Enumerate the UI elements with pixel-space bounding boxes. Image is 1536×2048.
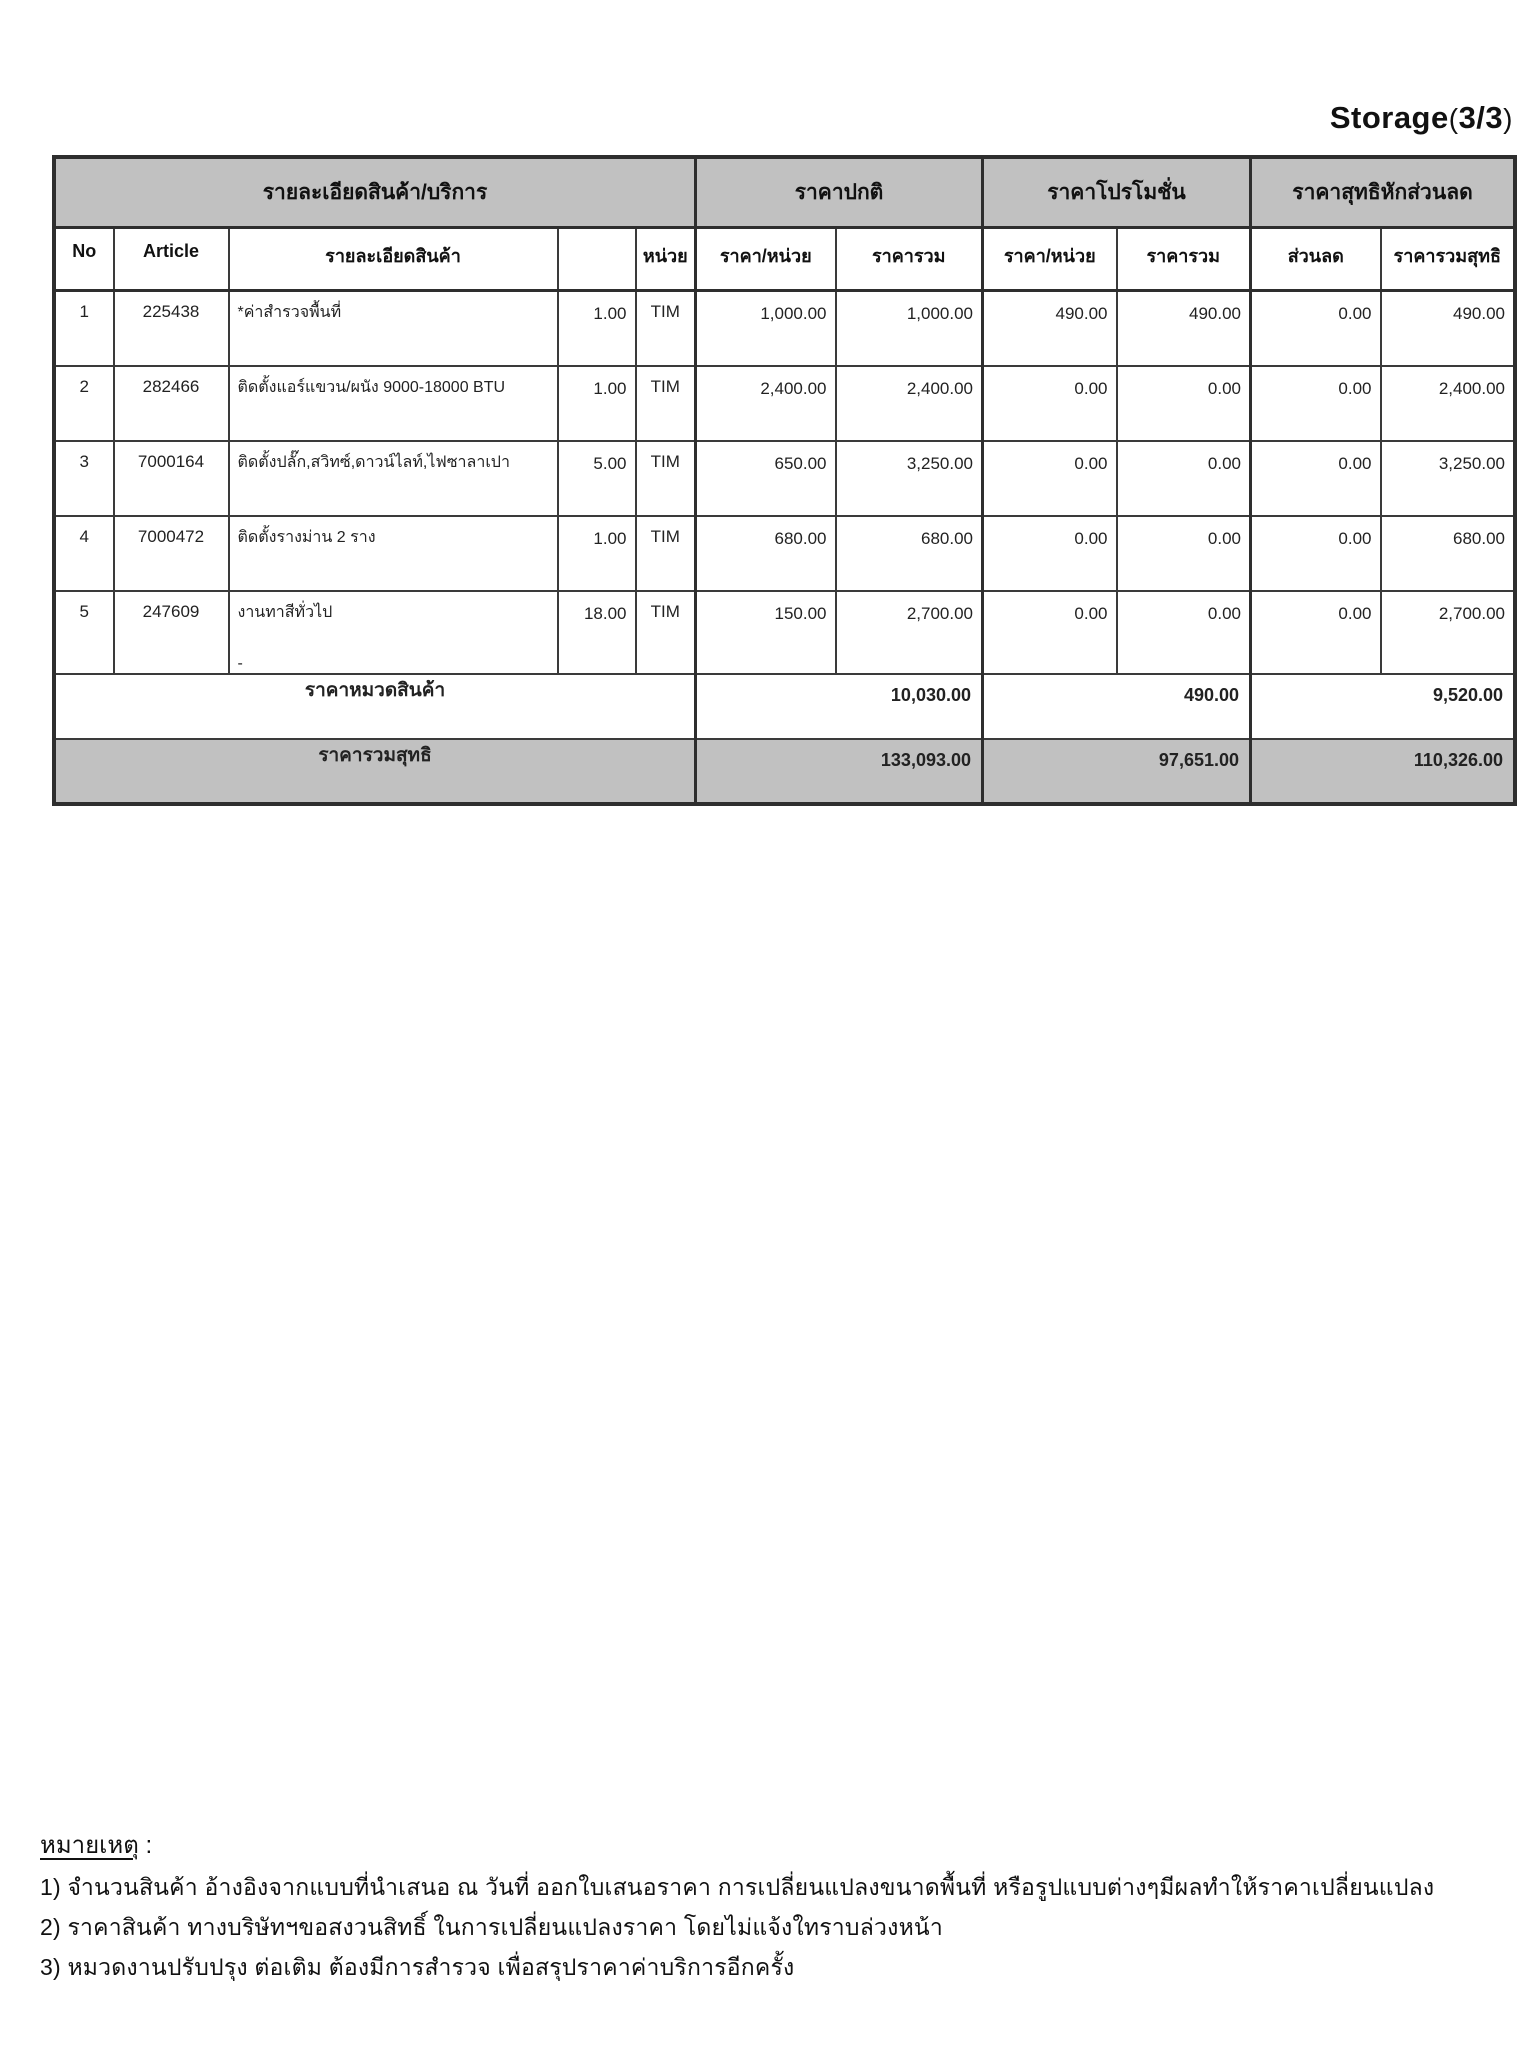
cell-net-total: 680.00: [1381, 516, 1515, 591]
col-header-normal-unit-price: ราคา/หน่วย: [696, 228, 836, 291]
cell-qty: 1.00: [558, 291, 636, 366]
cell-promo-unit-price: 0.00: [983, 366, 1117, 441]
group-header-net-price: ราคาสุทธิหักส่วนลด: [1251, 158, 1515, 228]
cell-normal-unit-price: 150.00: [696, 591, 836, 674]
cell-unit: TIM: [636, 291, 696, 366]
cell-unit: TIM: [636, 516, 696, 591]
cell-normal-unit-price: 680.00: [696, 516, 836, 591]
cell-normal-total: 1,000.00: [836, 291, 983, 366]
notes-heading: [40, 1834, 1520, 1858]
cell-promo-unit-price: 490.00: [983, 291, 1117, 366]
cell-discount: 0.00: [1251, 441, 1381, 516]
table-row: [55, 441, 1515, 516]
cell-no: 3: [55, 441, 114, 516]
cell-promo-unit-price: 0.00: [983, 591, 1117, 674]
quotation-table: [53, 156, 1516, 805]
category-total-net: 9,520.00: [1251, 674, 1515, 739]
cell-no: 4: [55, 516, 114, 591]
cell-promo-total: 0.00: [1117, 591, 1251, 674]
col-header-normal-total: ราคารวม: [836, 228, 983, 291]
cell-description: [229, 366, 558, 441]
col-header-discount: ส่วนลด: [1251, 228, 1381, 291]
cell-article: 282466: [114, 366, 229, 441]
description-line2: -: [237, 654, 243, 672]
category-total-label: ราคาหมวดสินค้า: [55, 674, 696, 739]
table-row: [55, 516, 1515, 591]
note-item-1: 1) จำนวนสินค้า อ้างอิงจากแบบที่นำเสนอ ณ วันที่ ออกใบเสนอราคา การเปลี่ยนแปลงขนาดพื้นที่ หรือรูปแบบต่างๆมีผลทำให้ราคาเปลี่ยนแปลง: [40, 1874, 1435, 1900]
group-header-promo-price: ราคาโปรโมชั่น: [983, 158, 1251, 228]
table-row: [55, 591, 1515, 674]
cell-description: [229, 591, 558, 674]
note-item-3: 3) หมวดงานปรับปรุง ต่อเติม ต้องมีการสำรวจ เพื่อสรุปราคาค่าบริการอีกครั้ง: [40, 1954, 795, 1980]
category-total-row: [55, 674, 1515, 739]
cell-normal-total: 680.00: [836, 516, 983, 591]
cell-net-total: 2,400.00: [1381, 366, 1515, 441]
col-header-qty: [558, 228, 636, 291]
cell-normal-total: 3,250.00: [836, 441, 983, 516]
notes-section: [40, 1834, 1520, 1996]
cell-discount: 0.00: [1251, 516, 1381, 591]
cell-no: 1: [55, 291, 114, 366]
note-item-2: 2) ราคาสินค้า ทางบริษัทฯขอสงวนสิทธิ์ ในการเปลี่ยนแปลงราคา โดยไม่แจ้งใทราบล่วงหน้า: [40, 1914, 943, 1940]
description-line1: งานทาสีทั่วไป: [237, 603, 333, 621]
cell-discount: 0.00: [1251, 591, 1381, 674]
col-header-net-total: ราคารวมสุทธิ: [1381, 228, 1515, 291]
col-header-description: รายละเอียดสินค้า: [229, 228, 558, 291]
cell-qty: 1.00: [558, 366, 636, 441]
cell-normal-total: 2,400.00: [836, 366, 983, 441]
cell-qty: 1.00: [558, 516, 636, 591]
description-line1: *ค่าสำรวจพื้นที่: [237, 304, 342, 321]
cell-promo-unit-price: 0.00: [983, 516, 1117, 591]
page-title-pages: 3/3: [1458, 100, 1504, 135]
cell-description: [229, 516, 558, 591]
page-title: [1330, 100, 1513, 136]
cell-discount: 0.00: [1251, 366, 1381, 441]
col-header-no: No: [55, 228, 114, 291]
col-header-unit: หน่วย: [636, 228, 696, 291]
cell-unit: TIM: [636, 591, 696, 674]
cell-normal-unit-price: 2,400.00: [696, 366, 836, 441]
cell-normal-unit-price: 650.00: [696, 441, 836, 516]
cell-unit: TIM: [636, 366, 696, 441]
cell-promo-total: 0.00: [1117, 441, 1251, 516]
page-title-paren-open: (: [1448, 103, 1459, 134]
grand-total-net: 110,326.00: [1251, 739, 1515, 804]
cell-article: 225438: [114, 291, 229, 366]
table-row: [55, 366, 1515, 441]
cell-net-total: 2,700.00: [1381, 591, 1515, 674]
col-header-article: Article: [114, 228, 229, 291]
page-title-paren-close: ): [1503, 103, 1513, 134]
cell-description: [229, 441, 558, 516]
cell-promo-total: 0.00: [1117, 366, 1251, 441]
column-header-row: [55, 228, 1515, 291]
cell-net-total: 3,250.00: [1381, 441, 1515, 516]
cell-normal-total: 2,700.00: [836, 591, 983, 674]
col-header-promo-total: ราคารวม: [1117, 228, 1251, 291]
cell-article: 7000472: [114, 516, 229, 591]
table-row: [55, 291, 1515, 366]
col-header-promo-unit-price: ราคา/หน่วย: [983, 228, 1117, 291]
group-header-item-details: รายละเอียดสินค้า/บริการ: [55, 158, 696, 228]
cell-description: [229, 291, 558, 366]
cell-article: 247609: [114, 591, 229, 674]
group-header-normal-price: ราคาปกติ: [696, 158, 983, 228]
cell-normal-unit-price: 1,000.00: [696, 291, 836, 366]
page-title-name: Storage: [1329, 100, 1449, 135]
cell-qty: 5.00: [558, 441, 636, 516]
notes-heading-text: หมายเหตุ: [40, 1832, 139, 1859]
description-line1: ติดตั้งรางม่าน 2 ราง: [237, 528, 376, 546]
cell-net-total: 490.00: [1381, 291, 1515, 366]
cell-promo-total: 0.00: [1117, 516, 1251, 591]
category-total-normal: 10,030.00: [696, 674, 983, 739]
grand-total-promo: 97,651.00: [983, 739, 1251, 804]
description-line1: ติดตั้งปลั๊ก,สวิทซ์,ดาวน์ไลท์,ไฟซาลาเปา: [237, 453, 510, 471]
description-line1: ติดตั้งแอร์แขวน/ผนัง 9000-18000 BTU: [237, 378, 506, 396]
grand-total-normal: 133,093.00: [696, 739, 983, 804]
grand-total-row: [55, 739, 1515, 804]
cell-no: 5: [55, 591, 114, 674]
cell-unit: TIM: [636, 441, 696, 516]
notes-heading-separator: :: [138, 1832, 153, 1859]
cell-promo-unit-price: 0.00: [983, 441, 1117, 516]
cell-no: 2: [55, 366, 114, 441]
group-header-row: [55, 158, 1515, 228]
cell-discount: 0.00: [1251, 291, 1381, 366]
cell-qty: 18.00: [558, 591, 636, 674]
cell-article: 7000164: [114, 441, 229, 516]
grand-total-label: ราคารวมสุทธิ: [55, 739, 696, 804]
category-total-promo: 490.00: [983, 674, 1251, 739]
cell-promo-total: 490.00: [1117, 291, 1251, 366]
